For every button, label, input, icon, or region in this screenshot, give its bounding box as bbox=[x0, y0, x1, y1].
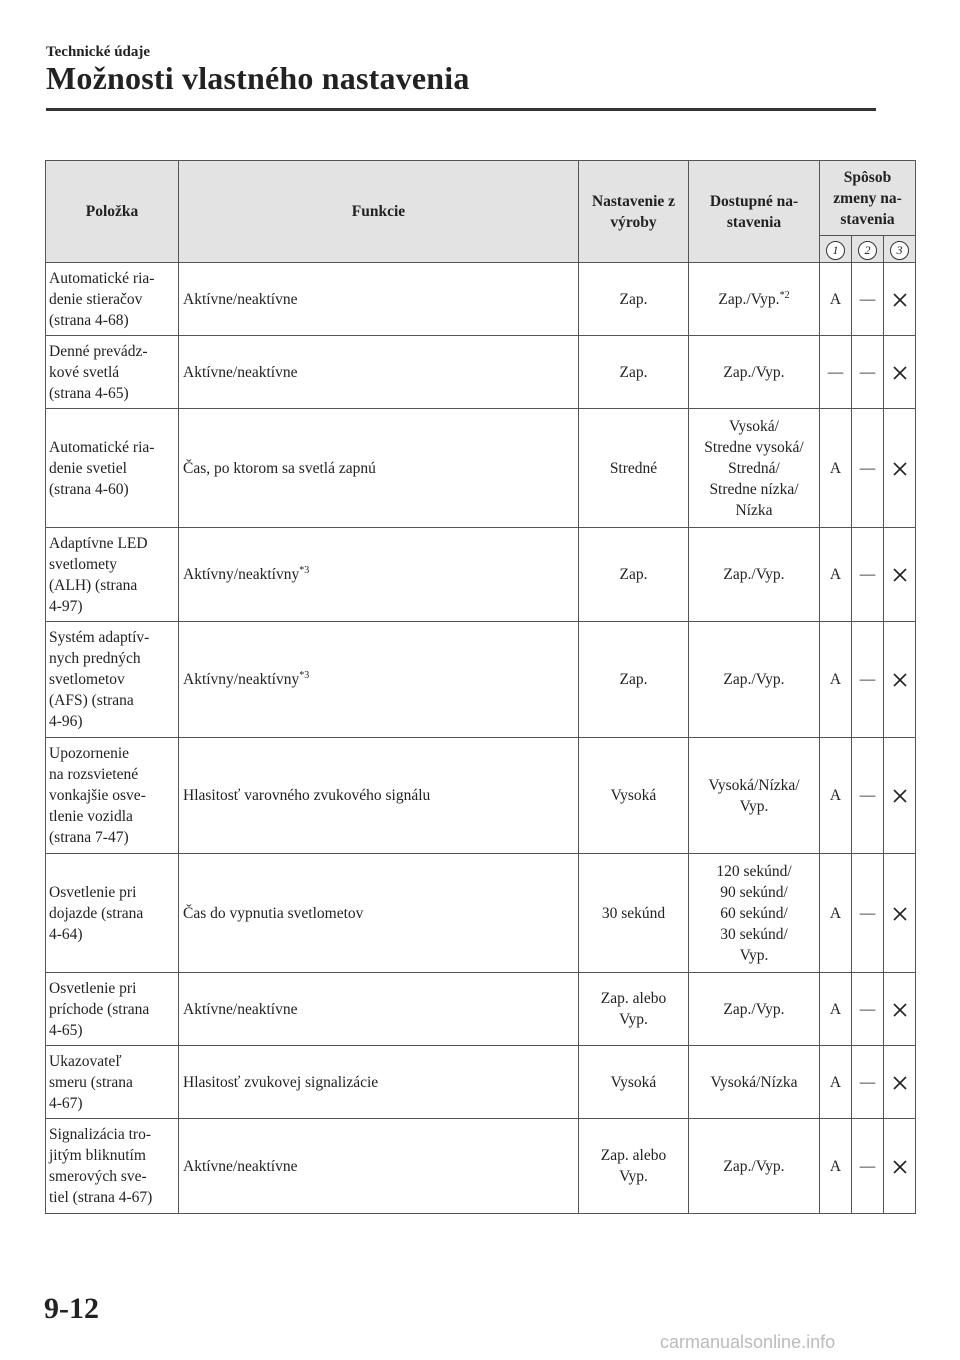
cell-available-settings bbox=[689, 528, 820, 622]
title-divider bbox=[46, 108, 876, 111]
available-text: Vysoká/Nízka/ Vyp. bbox=[708, 776, 800, 815]
table-row bbox=[46, 854, 916, 973]
cell-available-settings bbox=[689, 622, 820, 738]
x-mark-icon bbox=[893, 1160, 907, 1174]
cell-function bbox=[179, 622, 579, 738]
cell-method-1: A bbox=[820, 528, 852, 622]
cell-item: Ukazovateľ smeru (strana 4-67) bbox=[46, 1046, 179, 1119]
table-row bbox=[46, 1046, 916, 1119]
cell-available-settings bbox=[689, 409, 820, 528]
circled-number-2-icon: 2 bbox=[858, 241, 877, 260]
cell-method-3 bbox=[884, 854, 916, 973]
cell-available-settings bbox=[689, 973, 820, 1046]
x-mark-icon bbox=[893, 907, 907, 921]
cell-factory-setting: 30 sekúnd bbox=[579, 854, 689, 973]
cell-method-1: — bbox=[820, 336, 852, 409]
circled-number-3-icon: 3 bbox=[890, 241, 909, 260]
x-mark-icon bbox=[893, 568, 907, 582]
available-text: Zap./Vyp. bbox=[723, 566, 785, 583]
header-factory: Nastavenie z výroby bbox=[579, 161, 689, 263]
cell-method-2: — bbox=[852, 1046, 884, 1119]
cell-method-3 bbox=[884, 528, 916, 622]
table-row bbox=[46, 1119, 916, 1214]
function-footnote: *3 bbox=[299, 564, 310, 576]
cell-item: Denné prevádz- kové svetlá (strana 4-65) bbox=[46, 336, 179, 409]
function-text: Aktívne/neaktívne bbox=[183, 290, 298, 308]
cell-available-settings bbox=[689, 336, 820, 409]
cell-factory-setting: Stredné bbox=[579, 409, 689, 528]
table-header bbox=[46, 161, 916, 263]
cell-item: Osvetlenie pri dojazde (strana 4-64) bbox=[46, 854, 179, 973]
cell-method-2: — bbox=[852, 263, 884, 336]
cell-method-2: — bbox=[852, 854, 884, 973]
cell-method-1: A bbox=[820, 263, 852, 336]
cell-function bbox=[179, 973, 579, 1046]
table-row bbox=[46, 738, 916, 854]
available-text: Zap./Vyp. bbox=[723, 1157, 785, 1175]
function-text: Aktívny/neaktívny bbox=[183, 566, 300, 583]
header-method: Spôsob zmeny na-stavenia bbox=[820, 161, 916, 236]
cell-available-settings bbox=[689, 1119, 820, 1214]
cell-available-settings bbox=[689, 1046, 820, 1119]
available-footnote: *2 bbox=[779, 289, 790, 301]
cell-factory-setting: Zap. bbox=[579, 336, 689, 409]
page-number: 9-12 bbox=[44, 1292, 99, 1325]
cell-item: Osvetlenie pri príchode (strana 4-65) bbox=[46, 973, 179, 1046]
cell-method-3 bbox=[884, 1119, 916, 1214]
cell-method-3 bbox=[884, 336, 916, 409]
cell-method-3 bbox=[884, 1046, 916, 1119]
cell-method-3 bbox=[884, 738, 916, 854]
available-text: Zap./Vyp. bbox=[723, 1000, 785, 1018]
cell-item: Signalizácia tro- jitým bliknutím smerových sve- tiel (strana 4-67) bbox=[46, 1119, 179, 1214]
cell-method-2: — bbox=[852, 738, 884, 854]
cell-item: Systém adaptív- nych predných svetlometov (AFS) (strana 4-96) bbox=[46, 622, 179, 738]
settings-table bbox=[45, 160, 916, 1214]
cell-method-3 bbox=[884, 622, 916, 738]
function-text: Aktívny/neaktívny bbox=[183, 671, 300, 688]
x-mark-icon bbox=[893, 1003, 907, 1017]
function-text: Aktívne/neaktívne bbox=[183, 1157, 298, 1175]
cell-item: Adaptívne LED svetlomety (ALH) (strana 4-97) bbox=[46, 528, 179, 622]
cell-function bbox=[179, 1119, 579, 1214]
table-row bbox=[46, 263, 916, 336]
header-function: Funkcie bbox=[179, 161, 579, 263]
available-text: Zap./Vyp. bbox=[718, 290, 780, 308]
cell-factory-setting: Vysoká bbox=[579, 1046, 689, 1119]
table-row bbox=[46, 622, 916, 738]
cell-available-settings bbox=[689, 854, 820, 973]
cell-method-2: — bbox=[852, 409, 884, 528]
cell-item: Automatické ria- denie svetiel (strana 4-60) bbox=[46, 409, 179, 528]
x-mark-icon bbox=[893, 462, 907, 476]
cell-factory-setting: Zap. bbox=[579, 528, 689, 622]
cell-method-1: A bbox=[820, 1119, 852, 1214]
cell-function bbox=[179, 409, 579, 528]
cell-factory-setting: Zap. bbox=[579, 263, 689, 336]
header-item: Položka bbox=[46, 161, 179, 263]
table-row bbox=[46, 973, 916, 1046]
cell-function bbox=[179, 854, 579, 973]
cell-factory-setting: Zap. alebo Vyp. bbox=[579, 973, 689, 1046]
x-mark-icon bbox=[893, 673, 907, 687]
function-text: Hlasitosť zvukovej signalizácie bbox=[183, 1073, 379, 1091]
cell-method-1: A bbox=[820, 409, 852, 528]
cell-function bbox=[179, 336, 579, 409]
cell-method-1: A bbox=[820, 854, 852, 973]
x-mark-icon bbox=[893, 366, 907, 380]
function-text: Aktívne/neaktívne bbox=[183, 1000, 298, 1018]
circled-number-1-icon: 1 bbox=[826, 241, 845, 260]
cell-method-1: A bbox=[820, 622, 852, 738]
cell-function bbox=[179, 263, 579, 336]
cell-factory-setting: Zap. bbox=[579, 622, 689, 738]
cell-method-2: — bbox=[852, 973, 884, 1046]
watermark: carmanualsonline.info bbox=[660, 1332, 836, 1352]
cell-method-2: — bbox=[852, 528, 884, 622]
table-row bbox=[46, 409, 916, 528]
page-title: Možnosti vlastného nastavenia bbox=[46, 60, 470, 96]
header-method-2 bbox=[852, 236, 884, 263]
cell-method-2: — bbox=[852, 336, 884, 409]
cell-method-3 bbox=[884, 409, 916, 528]
table-row bbox=[46, 528, 916, 622]
cell-function bbox=[179, 528, 579, 622]
available-text: Zap./Vyp. bbox=[723, 671, 785, 688]
x-mark-icon bbox=[893, 789, 907, 803]
function-text: Čas do vypnutia svetlometov bbox=[183, 904, 364, 922]
cell-item: Automatické ria- denie stieračov (strana 4-68) bbox=[46, 263, 179, 336]
cell-available-settings bbox=[689, 263, 820, 336]
function-text: Hlasitosť varovného zvukového signálu bbox=[183, 787, 431, 804]
cell-factory-setting: Zap. alebo Vyp. bbox=[579, 1119, 689, 1214]
x-mark-icon bbox=[893, 293, 907, 307]
cell-method-1: A bbox=[820, 738, 852, 854]
function-text: Aktívne/neaktívne bbox=[183, 363, 298, 381]
function-footnote: *3 bbox=[299, 669, 310, 681]
header-method-3 bbox=[884, 236, 916, 263]
x-mark-icon bbox=[893, 1076, 907, 1090]
available-text: Vysoká/Nízka bbox=[710, 1073, 798, 1091]
function-text: Čas, po ktorom sa svetlá zapnú bbox=[183, 459, 376, 477]
cell-method-3 bbox=[884, 263, 916, 336]
cell-function bbox=[179, 1046, 579, 1119]
available-text: Vysoká/ Stredne vysoká/ Stredná/ Stredne nízka/ Nízka bbox=[704, 417, 804, 519]
cell-method-3 bbox=[884, 973, 916, 1046]
cell-method-1: A bbox=[820, 973, 852, 1046]
header-available: Dostupné na-stavenia bbox=[689, 161, 820, 263]
cell-available-settings bbox=[689, 738, 820, 854]
cell-method-1: A bbox=[820, 1046, 852, 1119]
section-label: Technické údaje bbox=[46, 44, 151, 60]
cell-item: Upozornenie na rozsvietené vonkajšie osve- tlenie vozidla (strana 7-47) bbox=[46, 738, 179, 854]
available-text: 120 sekúnd/ 90 sekúnd/ 60 sekúnd/ 30 sekúnd/ Vyp. bbox=[716, 862, 792, 964]
header-method-1 bbox=[820, 236, 852, 263]
cell-factory-setting: Vysoká bbox=[579, 738, 689, 854]
table-row bbox=[46, 336, 916, 409]
cell-method-2: — bbox=[852, 1119, 884, 1214]
settings-table-container bbox=[45, 160, 903, 1214]
table-body bbox=[46, 263, 916, 1214]
cell-function bbox=[179, 738, 579, 854]
cell-method-2: — bbox=[852, 622, 884, 738]
available-text: Zap./Vyp. bbox=[723, 363, 785, 381]
